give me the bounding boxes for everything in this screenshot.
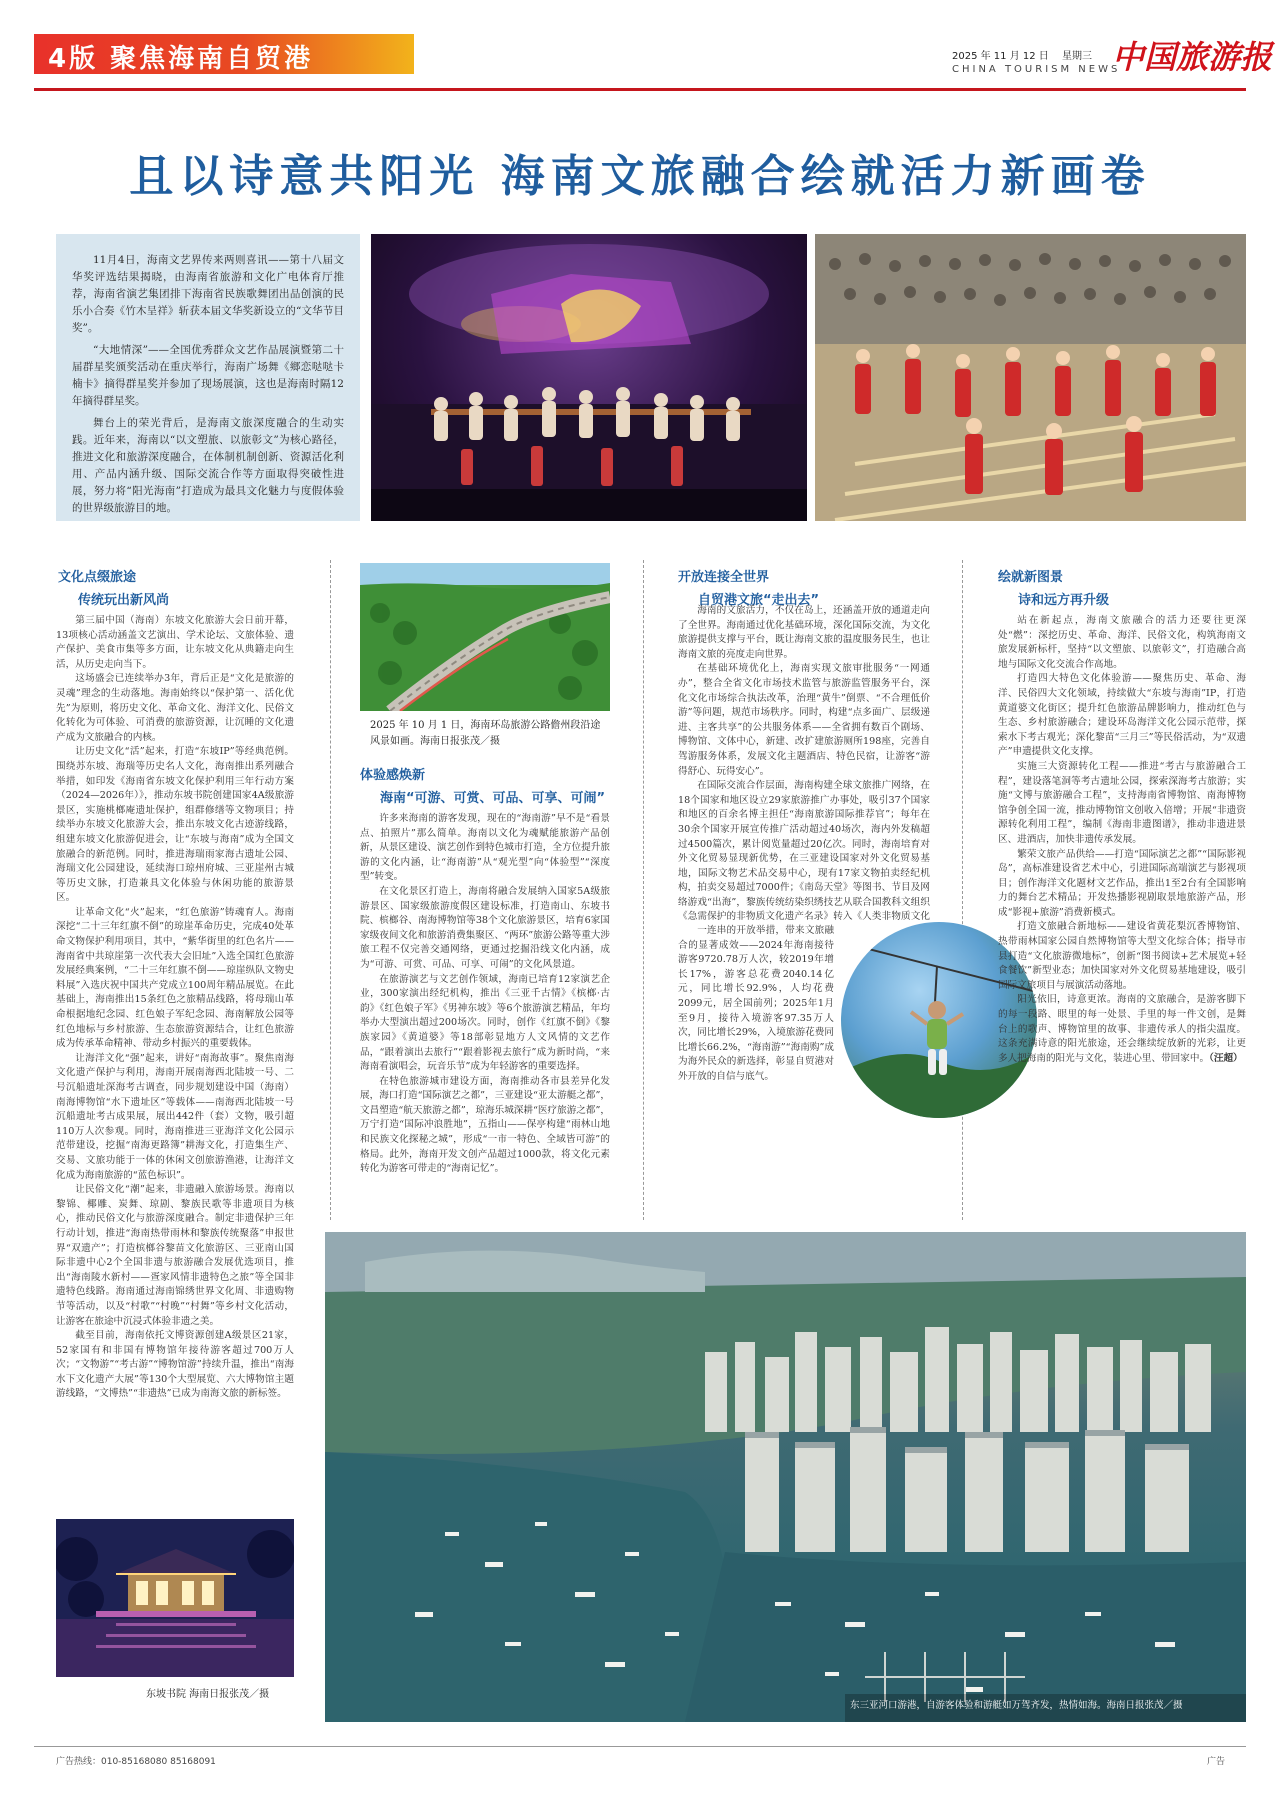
ad-hotline: 广告热线：010-85168080 85168091: [56, 1757, 216, 1767]
highway-illustration: [360, 563, 610, 711]
body-paragraph: 让历史文化“活”起来，打造“东坡IP”等经典范例。围绕苏东坡、海瑞等历史名人文化，海南推出系列融合举措，如印发《海南省东坡文化保护利用三年行动方案（2024—2026年）》，推动东坡书院创建国家4A级旅游景区，实施桃榔庵遗址保护，组群修缮等文物项目；持续举办东坡文化旅游大会，推出东坡文化古迹游线路，组建东坡文化旅游促进会，让“东坡与海南”成为全国文旅融合的新范例。同时，推进海瑞雨家海古遗址公园、海瑞文化公园建设，延续海口琼州府城、三亚崖州古城等历史文脉，打造兼具文化体验与休闲功能的旅游景区。: [56, 746, 294, 904]
photo-caption-bay: 东三亚河口游港，自游客体验和游艇如万驾齐发，热情如海。海南日报张茂／摄: [850, 1700, 1183, 1711]
section-title: 文化点缀旅途: [58, 570, 137, 585]
body-paragraph: 繁荣文旅产品供给——打造“国际演艺之都”“国际影视岛”，高标准建设省艺术中心，引进国际高端演艺与影视项目；创作海洋文化题材文艺作品，推出1至2台有全国影响力的舞台艺术精品；开发热播影视剧取景地旅游产品，形成“影视+旅游”消费新模式。: [998, 848, 1246, 918]
body-paragraph: 打造四大特色文化体验游——聚焦历史、革命、海洋、民俗四大文化领域，持续做大“东坡与海南”IP，打造黄道婆文化街区；提升红色旅游品牌影响力，推动红色与生态、乡村旅游融合；建设环岛海洋文化公园示范带，探索水下考古观光；深化黎苗“三月三”等民俗活动，为“双遗产”申遗提供文化支撑。: [998, 673, 1246, 758]
section-body-openness-cont: [678, 924, 834, 1120]
section-title: 绘就新图景: [998, 570, 1064, 585]
body-paragraph: 在特色旅游城市建设方面，海南推动各市县差异化发展，海口打造“国际演艺之都”，三亚建设“亚太游艇之都”，文昌塑造“航天旅游之都”，琼海乐城深耕“医疗旅游之都”，万宁打造“国际冲浪胜地”，五指山——保亭构建“雨林山地和民族文化探秘之城”，形成“一市一特色、全域皆可游”的格局。此外，海南开发文创产品超过1000款，将文化元素转化为游客可带走的“海南记忆”。: [360, 1075, 610, 1175]
ad-label: 广告: [1207, 1757, 1226, 1767]
body-paragraph: 一连串的开放举措，带来文旅融合的显著成效——2024年海南接待游客9720.78万人次，较2019年增长17%，游客总花费2040.14亿元，同比增长92.9%，人均花费2099元，居全国前列；2025年1月至9月，接待入境游客97.35万人次，同比增长29%，入境旅游花费同比增长66.2%，“海南游”“海南购”成为海外民众的新选择，彰显自贸港对外开放的自信与底气。: [678, 925, 834, 1082]
body-paragraph: [998, 993, 1246, 1066]
body-paragraph: 在国际交流合作层面，海南构建全球文旅推广网络，在18个国家和地区设立29家旅游推广办事处，吸引37个国家和地区的百余名博主担任“海南旅游国际推荐官”；每年在30余个国家开展宣传推广活动超过40场次，海内外发稿超过4500篇次，累计阅览量超过20亿次。同时，海南培育对外文化贸易显现新优势，在三亚建设国家对外文化贸易基地，国际文物艺术品交易中心，现有17家文物拍卖经纪机构，拍卖交易超过7000件；《南岛天堂》等图书、节目及网络游戏“出海”，黎族传统纺染织绣技艺从联合国教科文组织《急需保护的非物质文化遗产名录》转入《人类非物质文化: [678, 780, 930, 922]
photo-sanya-bay: [325, 1232, 1246, 1722]
section-heading-openness: [678, 566, 819, 608]
body-paragraph: 许多来海南的游客发现，现在的“海南游”早不是“看景点、拍照片”那么简单。海南以文化为魂赋能旅游产品创新，从景区建设、演艺创作到特色城市打造，全方位提升旅游的文化内涵，让“海南游”从“观光型”向“体验型”“深度型”转变。: [360, 813, 610, 883]
photo-caption-academy: 东坡书院 海南日报张茂／摄: [146, 1689, 270, 1700]
body-paragraph: 打造文旅融合新地标——建设省黄花梨沉香博物馆、热带雨林国家公园自然博物馆等大型文化综合体；指导市县打造“文化旅游微地标”，创新“图书阅读+艺术展览+轻食餐饮”新型业态；加快国家对外文化贸易基地建设，吸引国际文旅项目与展演活动落地。: [998, 921, 1246, 991]
footer-divider: [34, 1746, 1246, 1747]
section-heading-future: [998, 566, 1109, 608]
photo-caption-highway: 2025 年 10 月 1 日，海南环岛旅游公路儋州段沿途风景如画。海南日报张茂／摄: [370, 720, 601, 747]
section-title: 体验感焕新: [360, 768, 426, 783]
photo-coastal-highway: [360, 563, 610, 711]
photo-dongpo-academy: [56, 1519, 294, 1677]
newspaper-logo: 中国旅游报: [1112, 38, 1273, 76]
body-paragraph: 截至目前，海南依托文博资源创建A级景区21家，52家国有和非国有博物馆年接待游客超过700万人次；“文物游”“考古游”“博物馆游”持续升温，推出“南海水下文化遗产大展”等130个大型展览、六大博物馆主题游线路，“文博热”“非遗热”已成为南海文旅的新标签。: [56, 1330, 294, 1400]
edition-label: 4版 聚焦海南自贸港: [48, 44, 314, 74]
intro-paragraph: 11月4日，海南文艺界传来两则喜讯——第十八届文华奖评选结果揭晓，由海南省旅游和文化广电体育厅推荐，海南省演艺集团排下海南省民族歌舞团出品创演的民乐小合奏《竹木呈祥》斩获本届文华奖新设立的“文华节目奖”。: [72, 254, 344, 334]
dance-scene-illustration: [815, 234, 1246, 521]
section-heading-culture: [58, 566, 169, 608]
body-paragraph: 实施三大资源转化工程——推进“考古与旅游融合工程”，建设落笔洞等考古遗址公园，探索深海考古旅游；实施“文博与旅游融合工程”，支持海南省博物馆、南海博物馆争创全国一流，推动博物馆文创收入倍增；开展“非遗资源转化利用工程”，编制《海南非遗图谱》，推动非遗进景区、进酒店，加快非遗传承发展。: [998, 760, 1246, 845]
bay-illustration: [325, 1232, 1246, 1722]
column-divider: [962, 560, 963, 1220]
section-body-openness: [678, 604, 930, 922]
page-headline: 且以诗意共阳光 海南文旅融合绘就活力新画卷: [129, 151, 1151, 202]
stage-scene-illustration: [371, 234, 807, 521]
body-paragraph: 让海洋文化“强”起来，讲好“南海故事”。聚焦南海文化遗产保护与利用，海南开展南海西北陆坡一号、二号沉船遗址深海考古调查，同步规划建设中国（海南）南海博物馆“水下遗址区”等载体——南海西北陆坡一号沉船遗址考古成果展，展出442件（套）文物，吸引超110万人次参观。同时，海南推进三亚海洋文化公园示范带建设，挖掘“南海更路簿”耕海文化，打造集生产、交易、文旅功能于一体的休闲文创旅游渔港，让海洋文化成为海南旅游的“蓝色标识”。: [56, 1052, 294, 1181]
section-subtitle: 诗和远方再升级: [1018, 593, 1110, 608]
section-body-culture: [56, 614, 294, 1508]
intro-box: [56, 234, 360, 521]
body-paragraph: 在文化景区打造上，海南将融合发展纳入国家5A级旅游景区、国家级旅游度假区建设标准，打造南山、东坡书院、槟榔谷、南海博物馆等38个文化旅游景区，培育6家国家级夜间文化和旅游消费集聚区、“两环”旅游公路等重大涉旅工程不仅完善交通网络，更通过挖掘沿线文化内涵，成为“可游、可赏、可品、可享、可闹”的文化风景道。: [360, 885, 610, 970]
issue-date: 2025 年 11 月 12 日: [952, 51, 1049, 62]
section-body-experience: [360, 812, 610, 1222]
body-paragraph: 让民俗文化“潮”起来，非遗融入旅游场景。海南以黎锦、椰雕、炭舞、琼剧、黎族民歌等非遗项目为核心，推动民俗文化与旅游深度融合。制定非遗保护三年行动计划，推进“海南热带雨林和黎族传统聚落”申报世界“双遗产”；打造槟榔谷黎苗文化旅游区、三亚南山国际非遗中心2个全国非遗与旅游融合发展优选项目，推出“海南陵水新村——疍家风情非遗特色之旅”等全国非遗特色线路。海南通过海南锦绣世界文化周、非遗购物节等活动，以及“村歌”“村晚”“村舞”等乡村文化活动，让游客在旅途中沉浸式体验非遗之美。: [56, 1184, 294, 1327]
column-divider: [330, 560, 331, 1220]
section-subtitle: 传统玩出新风尚: [78, 593, 170, 608]
issue-weekday: 星期三: [1061, 51, 1092, 62]
body-paragraph: 在旅游演艺与文艺创作领域，海南已培育12家演艺企业，300家演出经纪机构，推出《三亚千古情》《槟榔·古韵》《红色娘子军》《男神东坡》等6个旅游演艺精品，年均举办大型演出超过200场次。同时，创作《红旗不倒》《黎族家园》《黄道婆》等18部彰显地方人文风情的文艺作品，“跟着演出去旅行”“跟着影视去旅行”成为新时尚，“来海南看演唱会，玩音乐节”成为年轻游客的重要选择。: [360, 973, 610, 1073]
author-signature: （汪超）: [1209, 1052, 1243, 1064]
column-divider: [643, 560, 644, 1220]
body-paragraph: 海南的文旅活力，不仅在岛上，还涵盖开放的通道走向了全世界。海南通过优化基础环境，深化国际交流，为文化旅游提供支撑与平台，既让海南文旅的温度服务民生，也让海南文旅的亮度走向世界。: [678, 605, 930, 660]
body-paragraph: 站在新起点，海南文旅融合的活力还要往更深处“燃”：深挖历史、革命、海洋、民俗文化，构筑海南文旅发展新标杆，坚持“以文塑旅、以旅彰文”，打造融合高地与国际文化交流合作高地。: [998, 615, 1246, 670]
intro-paragraph: “大地情深”——全国优秀群众文艺作品展演暨第二十届群星奖颁奖活动在重庆举行，海南广场舞《鄉恋哒哒卡楠卡》摘得群星奖并参加了现场展演，这也是海南时隔12年摘得群星奖。: [72, 344, 344, 407]
intro-paragraph: 舞台上的荣光背后，是海南文旅深度融合的生动实践。近年来，海南以“以文塑旅、以旅彰文”为核心路径，推进文化和旅游深度融合，在体制机制创新、资源活化利用、产品内涵升级、国际交流合作等方面取得突破性进展，努力将“阳光海南”打造成为最具文化魅力与度假体验的世界级旅游目的地。: [72, 417, 344, 514]
closing-paragraph: 阳光依旧，诗意更浓。海南的文旅融合，是游客脚下的每一段路、眼里的每一处景、手里的每一件文创，是舞台上的歌声、博物馆里的故事、非遗传承人的指尖温度。这条充满诗意的阳光旅途，还会继续绽放新的光彩，让更多人把海南的阳光与文化，装进心里、带回家中。: [998, 994, 1246, 1064]
section-body-future: [998, 614, 1246, 1210]
section-heading-experience: [360, 764, 605, 806]
academy-illustration: [56, 1519, 294, 1677]
photo-bamboo-dance: [815, 234, 1246, 521]
section-subtitle: 自贸港文旅“走出去”: [698, 593, 820, 608]
date-line: [952, 47, 1102, 62]
body-paragraph: 这场盛会已连续举办3年，背后正是“文化是旅游的灵魂”理念的生动落地。海南始终以“保护第一、活化优先”为原则，将历史文化、革命文化、海洋文化、民俗文化转化为可体验、可消费的旅游资源，让沉睡的文化遗产成为文旅融合的内核。: [56, 673, 294, 743]
section-title: 开放连接全世界: [678, 570, 770, 585]
body-paragraph: 让革命文化“火”起来，“红色旅游”铸魂育人。海南深挖“二十三年红旗不倒”的琼崖革命历史，完成40处革命文物保护利用项目，其中，“紫华街里的红色名片——海南省中共琼崖第一次代表大会旧址”入选全国红色旅游发展经典案例，“二十三年红旗不倒——琼崖纵队文物史料展”入选庆祝中国共产党成立100周年精品展览。在此基础上，海南推出15条红色之旅精品线路，将母瑞山革命根据地纪念园、红色娘子军纪念园、海南解放公园等红色地标与乡村旅游、生态旅游资源结合，让红色旅游成为传承革命精神、带动乡村振兴的重要载体。: [56, 906, 294, 1050]
body-paragraph: 在基础环境优化上，海南实现文旅审批服务“一网通办”，整合全省文化市场技术监管与旅游监管服务平台，深化文化市场综合执法改革，治理“黄牛”倒票、“不合理低价游”等问题，规范市场秩序。同时，构建“点多面广、层级递进、主客共享”的公共服务体系——全省拥有数百个剧场、博物馆、文体中心，新建、改扩建旅游厕所198座，完善自驾游服务体系，发展文化主题酒店、特色民宿，让游客“游得舒心、玩得安心”。: [678, 663, 930, 777]
section-subtitle: 海南“可游、可赏、可品、可享、可闹”: [380, 791, 606, 806]
newspaper-english-name: CHINA TOURISM NEWS: [952, 64, 1121, 75]
edition-banner: [34, 34, 414, 74]
photo-stage-performance: [371, 234, 807, 521]
body-paragraph: 第三届中国（海南）东坡文化旅游大会日前开幕，13项核心活动涵盖文艺演出、学术论坛、文旅体验、遗产保护、美食市集等多方面，让东坡文化从典籍走向生活，从历史走向当下。: [56, 615, 294, 670]
header-divider: [34, 88, 1246, 91]
